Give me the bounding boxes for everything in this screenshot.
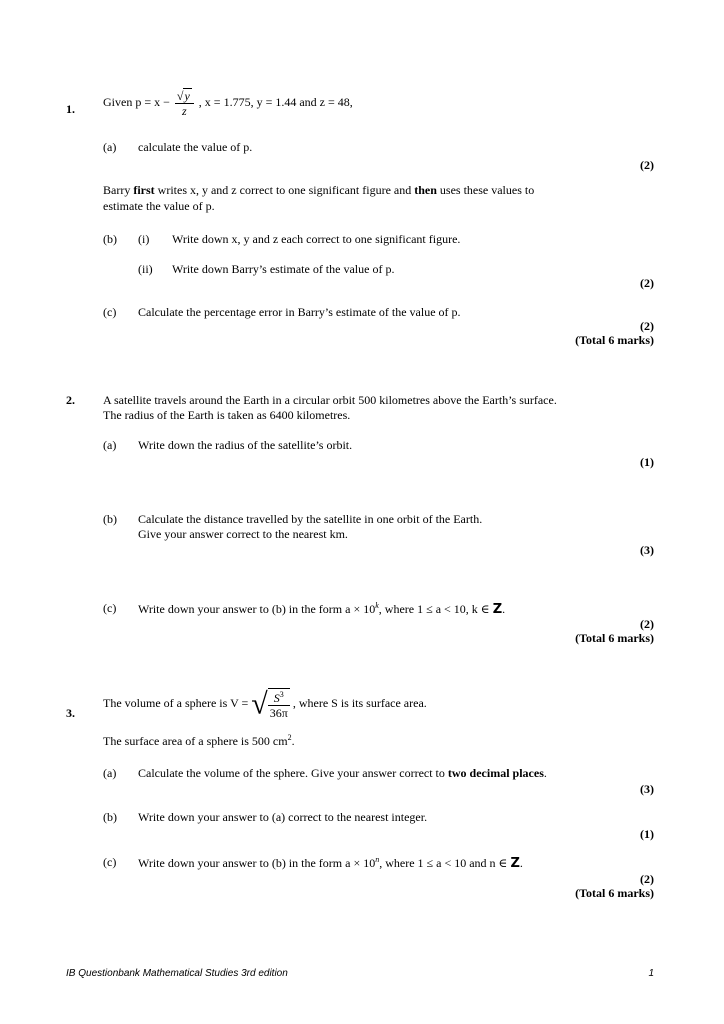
q3-c-marks: (2) bbox=[640, 872, 654, 886]
q1-a-marks: (2) bbox=[640, 158, 654, 172]
q2-b-label: (b) bbox=[103, 512, 117, 526]
q1-stem bbox=[103, 88, 353, 119]
q1-c-marks: (2) bbox=[640, 319, 654, 333]
q3-c-text bbox=[138, 855, 523, 872]
q2-a-text: Write down the radius of the satellite’s orbit. bbox=[138, 438, 353, 452]
q2-c-marks: (2) bbox=[640, 617, 654, 631]
q2-number: 2. bbox=[66, 393, 75, 407]
q1-barry-first: first bbox=[133, 183, 155, 197]
q2-a-label: (a) bbox=[103, 438, 117, 452]
q1-bi-label: (i) bbox=[138, 232, 150, 246]
q3-number: 3. bbox=[66, 706, 75, 720]
q3-b-label: (b) bbox=[103, 810, 117, 824]
q3-frac-den: 36π bbox=[269, 706, 288, 721]
q1-c-label: (c) bbox=[103, 305, 117, 319]
q2-c-exponent: k bbox=[375, 601, 379, 610]
q1-b-marks: (2) bbox=[640, 276, 654, 290]
q1-bi-text: Write down x, y and z each correct to one significant figure. bbox=[172, 232, 461, 246]
q1-stem-suffix: , x = 1.775, y = 1.44 and z = 48, bbox=[198, 95, 353, 110]
q1-barry-line2: estimate the value of p. bbox=[103, 199, 215, 213]
q1-barry-text1: Barry bbox=[103, 183, 134, 197]
q3-c-exponent: n bbox=[375, 855, 380, 864]
q3-a-emphasis: two decimal places bbox=[447, 766, 544, 780]
q3-c-integer-set: Z bbox=[510, 856, 520, 871]
q3-b-marks: (1) bbox=[640, 827, 654, 841]
q3-a-text bbox=[138, 766, 547, 780]
q1-total: (Total 6 marks) bbox=[575, 333, 654, 347]
q1-a-text: calculate the value of p. bbox=[138, 140, 253, 154]
q3-c-label: (c) bbox=[103, 855, 117, 869]
q1-c-text: Calculate the percentage error in Barry’s estimate of the value of p. bbox=[138, 305, 461, 319]
q3-line2-prefix: The surface area of a sphere is 500 cm bbox=[103, 734, 288, 748]
q3-c-mid: , where 1 ≤ a < 10 and n ∈ bbox=[379, 856, 511, 870]
q3-stem bbox=[103, 688, 427, 721]
q3-frac-num: S bbox=[273, 691, 280, 705]
q3-frac-num-exponent: 3 bbox=[279, 690, 284, 699]
q2-total: (Total 6 marks) bbox=[575, 631, 654, 645]
q1-b-label: (b) bbox=[103, 232, 117, 246]
q2-stem-line2: The radius of the Earth is taken as 6400 kilometres. bbox=[103, 408, 351, 422]
q2-c-label: (c) bbox=[103, 601, 117, 615]
q3-c-end: . bbox=[519, 856, 523, 870]
q1-barry-text2: writes x, y and z correct to one significant figure and bbox=[154, 183, 415, 197]
q3-b-text: Write down your answer to (a) correct to the nearest integer. bbox=[138, 810, 428, 824]
q3-c-prefix: Write down your answer to (b) in the form a × 10 bbox=[138, 856, 376, 870]
q3-total: (Total 6 marks) bbox=[575, 886, 654, 900]
q2-c-mid: , where 1 ≤ a < 10, k ∈ bbox=[378, 602, 493, 616]
q1-fraction: $\frac{√y}{z}$ bbox=[175, 88, 194, 119]
q3-a-text-main: Calculate the volume of the sphere. Give your answer correct to bbox=[138, 766, 448, 780]
q2-b-text1: Calculate the distance travelled by the satellite in one orbit of the Earth. bbox=[138, 512, 483, 526]
q1-radicand: y bbox=[184, 89, 190, 103]
q1-barry-text3: uses these values to bbox=[436, 183, 535, 197]
q3-stem-suffix: , where S is its surface area. bbox=[292, 696, 427, 711]
q2-c-prefix: Write down your answer to (b) in the form a × 10 bbox=[138, 602, 376, 616]
q1-stem-prefix: Given p = x − bbox=[103, 95, 170, 110]
q2-c-text bbox=[138, 601, 505, 618]
q2-a-marks: (1) bbox=[640, 455, 654, 469]
q1-bii-text: Write down Barry’s estimate of the value of p. bbox=[172, 262, 395, 276]
q3-sqrt-fraction: √ $\frac{S^3}{36\pi}$ bbox=[251, 687, 288, 721]
q2-c-integer-set: Z bbox=[492, 602, 503, 617]
q1-a-label: (a) bbox=[103, 140, 117, 154]
q2-b-text2: Give your answer correct to the nearest km. bbox=[138, 527, 348, 541]
q3-line2 bbox=[103, 733, 295, 748]
q1-frac-den: z bbox=[182, 104, 187, 119]
q2-b-marks: (3) bbox=[640, 543, 654, 557]
q1-barry-then: then bbox=[414, 183, 437, 197]
q2-stem-line1: A satellite travels around the Earth in a circular orbit 500 kilometres above the Earth’s surface. bbox=[103, 393, 557, 407]
q3-stem-prefix: The volume of a sphere is V = bbox=[103, 696, 249, 711]
q3-a-label: (a) bbox=[103, 766, 117, 780]
q3-line2-end: . bbox=[291, 734, 295, 748]
q1-bii-label: (ii) bbox=[138, 262, 153, 276]
footer-source: IB Questionbank Mathematical Studies 3rd edition bbox=[66, 968, 288, 979]
q2-c-end: . bbox=[502, 602, 506, 616]
q1-number: 1. bbox=[66, 102, 75, 116]
q3-a-end: . bbox=[543, 766, 547, 780]
q3-line2-exponent: 2 bbox=[287, 733, 292, 742]
q3-a-marks: (3) bbox=[640, 782, 654, 796]
q1-barry-line1 bbox=[103, 183, 534, 197]
footer-page-number: 1 bbox=[648, 968, 654, 979]
